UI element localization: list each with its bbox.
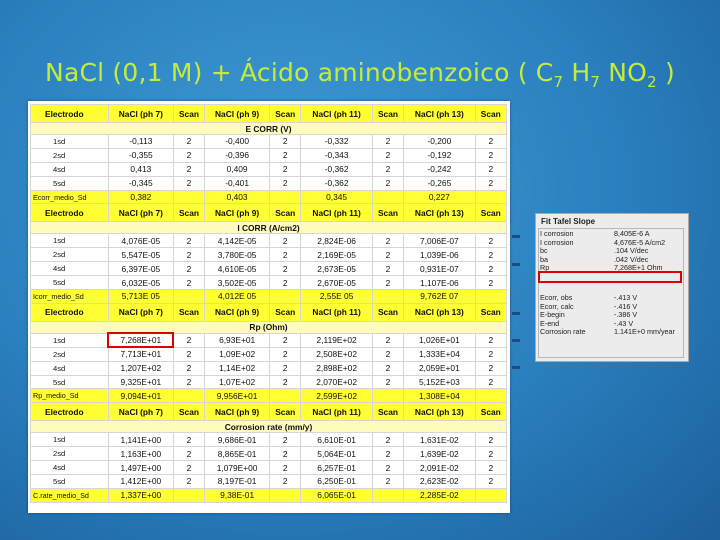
average-cell: 0,382 [108,190,173,204]
table-cell: 5,152E+03 [404,375,475,389]
slide-title: NaCl (0,1 M) + Ácido aminobenzoico ( $C_7$ $H_7$ $NO_2$ ) [45,58,675,91]
table-cell: 1,107E-06 [404,276,475,290]
table-cell: 2,070E+02 [301,375,372,389]
table-cell: 2,059E+01 [404,361,475,375]
average-row [31,290,507,304]
table-cell: 2 [173,248,204,262]
table-cell: 1,14E+02 [205,361,270,375]
table-cell: 2 [173,262,204,276]
electrode-name: 5sd [31,276,109,290]
table-cell: 2 [372,433,403,447]
average-cell [173,389,204,403]
average-cell: 9,38E-01 [205,488,270,502]
column-header: NaCl (ph 9) [205,303,270,321]
average-cell: 1,337E+00 [108,488,173,502]
column-header: Scan [173,403,204,421]
fit-result-value: -.413 V [614,293,638,302]
section-label: Rp (Ohm) [31,321,507,333]
table-cell: 6,93E+01 [205,333,270,347]
table-cell: 2 [270,162,301,176]
average-cell: 2,285E-02 [404,488,475,502]
electrode-name: 1sd [31,135,109,149]
table-cell: 1,631E-02 [404,433,475,447]
table-cell: 2 [475,375,506,389]
column-header: NaCl (ph 11) [301,303,372,321]
side-markers [512,235,526,375]
table-cell: 5,064E-01 [301,447,372,461]
table-cell: 1,333E+04 [404,347,475,361]
table-row [31,148,507,162]
table-cell: 2 [173,347,204,361]
table-cell: 0,409 [205,162,270,176]
rp-highlight-box [538,271,682,283]
fit-result-label: I corrosion [540,229,574,238]
table-cell: 2 [270,135,301,149]
fit-result-label: Ecorr, obs [540,293,573,302]
table-cell: -0,396 [205,148,270,162]
column-header: Scan [475,303,506,321]
table-row [31,447,507,461]
average-label: Icorr_medio_Sd [31,290,109,304]
column-header: Scan [372,303,403,321]
column-header: NaCl (ph 13) [404,204,475,222]
table-cell: 2 [475,347,506,361]
electrode-name: 2sd [31,347,109,361]
average-cell: 0,227 [404,190,475,204]
average-cell [270,389,301,403]
electrode-name: 2sd [31,148,109,162]
column-header: Scan [372,403,403,421]
table-cell: -0,113 [108,135,173,149]
table-cell: 2 [372,135,403,149]
fit-result-value: -.43 V [614,318,634,328]
column-header: NaCl (ph 11) [301,105,372,123]
header-row [31,204,507,222]
column-header: Scan [475,204,506,222]
header-row [31,303,507,321]
table-cell: 2 [270,433,301,447]
highlighted-rp-cell: 7,268E+01 [108,333,173,347]
table-cell: 2 [475,447,506,461]
fit-result-label: bc [540,246,548,256]
table-cell: 8,197E-01 [205,475,270,489]
table-cell: 7,006E-07 [404,234,475,248]
electrode-name: 5sd [31,176,109,190]
table-cell: 1,079E+00 [205,461,270,475]
data-table-image [28,101,510,513]
column-header: NaCl (ph 7) [108,105,173,123]
table-row [31,361,507,375]
fit-result-row [540,311,682,320]
average-label: Rp_medio_Sd [31,389,109,403]
average-cell [372,389,403,403]
electrode-name: 2sd [31,447,109,461]
average-cell [372,190,403,204]
table-cell: 3,502E-05 [205,276,270,290]
average-cell: 1,308E+04 [404,389,475,403]
table-cell: 2 [270,262,301,276]
column-header: Electrodo [31,303,109,321]
table-cell: 2 [475,333,506,347]
table-cell: 2 [173,333,204,347]
table-cell: 2,673E-05 [301,262,372,276]
fit-result-row [540,239,682,248]
table-cell: 2 [475,234,506,248]
table-cell: 2 [173,447,204,461]
table-cell: 2 [475,262,506,276]
column-header: Electrodo [31,204,109,222]
table-cell: 2 [372,447,403,461]
table-cell: 2 [173,375,204,389]
average-cell: 2,599E+02 [301,389,372,403]
table-cell: 2 [475,176,506,190]
table-cell: 4,610E-05 [205,262,270,276]
header-row [31,403,507,421]
fit-result-value: -.386 V [614,310,638,320]
table-cell: 1,497E+00 [108,461,173,475]
average-cell: 9,956E+01 [205,389,270,403]
fit-result-row [540,247,682,256]
table-cell: 6,257E-01 [301,461,372,475]
electrode-name: 1sd [31,333,109,347]
average-cell [475,389,506,403]
table-cell: 2,169E-05 [301,248,372,262]
table-cell: 2 [372,248,403,262]
table-row [31,176,507,190]
average-cell [173,290,204,304]
table-cell: 5,547E-05 [108,248,173,262]
table-cell: 2 [372,475,403,489]
table-cell: -0,192 [404,148,475,162]
table-cell: 2,508E+02 [301,347,372,361]
average-cell: 4,012E 05 [205,290,270,304]
table-cell: 1,07E+02 [205,375,270,389]
fit-result-label: E-end [540,318,560,328]
table-cell: 1,039E-06 [404,248,475,262]
table-cell: -0,200 [404,135,475,149]
table-cell: 9,686E-01 [205,433,270,447]
column-header: Scan [270,105,301,123]
table-cell: 9,325E+01 [108,375,173,389]
column-header: NaCl (ph 7) [108,204,173,222]
table-cell: 2 [475,475,506,489]
table-cell: 2 [475,461,506,475]
table-cell: 2 [475,135,506,149]
electrode-name: 4sd [31,262,109,276]
table-cell: -0,332 [301,135,372,149]
marker [512,235,520,238]
table-row [31,347,507,361]
table-cell: 2 [475,361,506,375]
column-header: Scan [372,105,403,123]
table-cell: 2,670E-05 [301,276,372,290]
table-row [31,276,507,290]
table-cell: 2 [270,234,301,248]
fit-result-value: 1.141E+0 mm/year [614,327,675,337]
table-cell: 2 [475,276,506,290]
table-cell: 2 [372,276,403,290]
table-cell: 2 [270,176,301,190]
table-cell: 1,163E+00 [108,447,173,461]
table-cell: 2 [173,135,204,149]
table-cell: 2 [372,461,403,475]
table-cell: 2 [173,361,204,375]
average-cell: 6,065E-01 [301,488,372,502]
column-header: NaCl (ph 13) [404,303,475,321]
table-cell: 0,931E-07 [404,262,475,276]
table-cell: 2 [270,333,301,347]
fit-result-label: Rp [540,263,550,273]
column-header: Scan [173,204,204,222]
table-cell: 2 [270,148,301,162]
column-header: NaCl (ph 13) [404,403,475,421]
average-cell [270,488,301,502]
section-label-row [31,222,507,234]
table-cell: 2 [173,234,204,248]
column-header: Scan [475,105,506,123]
table-cell: 3,780E-05 [205,248,270,262]
table-cell: 1,207E+02 [108,361,173,375]
table-cell: 2 [372,375,403,389]
table-cell: 4,142E-05 [205,234,270,248]
table-cell: -0,345 [108,176,173,190]
average-label: Ecorr_medio_Sd [31,190,109,204]
section-label: Corrosion rate (mm/y) [31,421,507,433]
table-cell: 2 [475,162,506,176]
table-cell: 6,250E-01 [301,475,372,489]
fit-result-row [540,328,682,337]
average-cell [173,488,204,502]
average-cell [270,190,301,204]
average-cell [173,190,204,204]
table-cell: 2 [270,461,301,475]
table-cell: 2,898E+02 [301,361,372,375]
fit-result-label: Corrosion rate [540,327,586,337]
table-cell: 2 [173,162,204,176]
header-row [31,105,507,123]
table-cell: 1,412E+00 [108,475,173,489]
fit-result-value: -.416 V [614,301,638,311]
table-cell: 6,397E-05 [108,262,173,276]
electrode-name: 4sd [31,461,109,475]
table-cell: 4,076E-05 [108,234,173,248]
column-header: NaCl (ph 7) [108,403,173,421]
electrode-name: 4sd [31,361,109,375]
column-header: NaCl (ph 9) [205,403,270,421]
fit-tafel-slope-panel [535,213,689,362]
table-cell: 0,413 [108,162,173,176]
table-cell: 6,610E-01 [301,433,372,447]
marker [512,312,520,315]
table-cell: 2,091E-02 [404,461,475,475]
table-cell: -0,242 [404,162,475,176]
average-cell: 5,713E 05 [108,290,173,304]
table-cell: 8,865E-01 [205,447,270,461]
table-cell: 2 [173,433,204,447]
fit-result-value: 7,268E+1 Ohm [614,263,663,273]
electrode-name: 1sd [31,234,109,248]
table-cell: 2 [270,347,301,361]
table-cell: 2 [372,262,403,276]
table-cell: 2 [372,361,403,375]
average-cell: 9,094E+01 [108,389,173,403]
table-cell: 2,119E+02 [301,333,372,347]
table-cell: 2 [372,162,403,176]
electrode-name: 5sd [31,475,109,489]
table-row [31,475,507,489]
table-cell: 7,713E+01 [108,347,173,361]
table-cell: -0,355 [108,148,173,162]
electrode-name: 5sd [31,375,109,389]
column-header: Scan [173,105,204,123]
table-cell: 6,032E-05 [108,276,173,290]
column-header: NaCl (ph 7) [108,303,173,321]
table-cell: -0,265 [404,176,475,190]
table-cell: 2 [173,276,204,290]
electrode-name: 1sd [31,433,109,447]
column-header: NaCl (ph 9) [205,105,270,123]
fit-result-label: I corrosion [540,237,574,247]
table-cell: -0,343 [301,148,372,162]
average-row [31,389,507,403]
average-cell: 0,403 [205,190,270,204]
fit-result-value: 8,405E-6 A [614,229,650,238]
marker [512,366,520,369]
average-label: C.rate_medio_Sd [31,488,109,502]
section-label: E CORR (V) [31,123,507,135]
table-row [31,461,507,475]
average-cell [475,190,506,204]
average-cell [475,488,506,502]
table-cell: 2 [372,347,403,361]
table-cell: 2 [270,375,301,389]
table-cell: -0,362 [301,176,372,190]
fit-result-label: Ecorr, calc [540,301,574,311]
table-cell: 2 [372,234,403,248]
table-row [31,333,507,347]
column-header: Electrodo [31,105,109,123]
table-cell: 2 [270,276,301,290]
table-row [31,135,507,149]
table-cell: 2 [173,148,204,162]
average-row [31,190,507,204]
column-header: Scan [475,403,506,421]
column-header: Scan [270,303,301,321]
marker [512,339,520,342]
column-header: Electrodo [31,403,109,421]
section-label-row [31,123,507,135]
section-label-row [31,321,507,333]
column-header: Scan [270,403,301,421]
column-header: NaCl (ph 11) [301,403,372,421]
table-cell: 2 [173,475,204,489]
fit-result-label: ba [540,254,548,264]
table-cell: -0,401 [205,176,270,190]
table-cell: 1,026E+01 [404,333,475,347]
table-cell: 2 [270,361,301,375]
column-header: NaCl (ph 9) [205,204,270,222]
fit-results-group-1 [540,230,682,273]
table-cell: 2 [270,475,301,489]
table-cell: -0,400 [205,135,270,149]
average-row [31,488,507,502]
table-row [31,248,507,262]
table-cell: 2 [270,447,301,461]
average-cell: 2,55E 05 [301,290,372,304]
electrode-name: 2sd [31,248,109,262]
column-header: NaCl (ph 11) [301,204,372,222]
table-cell: 2 [475,433,506,447]
fit-result-value: .104 V/dec [614,246,649,256]
average-cell [372,290,403,304]
column-header: Scan [173,303,204,321]
average-cell [270,290,301,304]
fit-result-value: .042 V/dec [614,254,649,264]
fit-results-group-2 [540,294,682,337]
section-label-row [31,421,507,433]
table-row [31,262,507,276]
fit-result-value: 4,676E-5 A/cm2 [614,237,666,247]
table-cell: 2 [270,248,301,262]
column-header: Scan [372,204,403,222]
table-cell: 2 [372,176,403,190]
table-cell: 1,09E+02 [205,347,270,361]
table-cell: 2 [173,176,204,190]
average-cell: 0,345 [301,190,372,204]
table-cell: 2 [475,148,506,162]
table-cell: 2,623E-02 [404,475,475,489]
column-header: Scan [270,204,301,222]
marker [512,263,520,266]
table-cell: 2 [372,148,403,162]
table-row [31,234,507,248]
column-header: NaCl (ph 13) [404,105,475,123]
table-row [31,375,507,389]
fit-result-label: E-begin [540,310,565,320]
table-cell: 2,824E-06 [301,234,372,248]
table-cell: 1,141E+00 [108,433,173,447]
table-cell: 2 [173,461,204,475]
table-cell: 2 [372,333,403,347]
table-cell: -0,362 [301,162,372,176]
section-label: I CORR (A/cm2) [31,222,507,234]
table-cell: 1,639E-02 [404,447,475,461]
table-row [31,433,507,447]
electrode-name: 4sd [31,162,109,176]
corrosion-table [30,104,507,503]
average-cell [475,290,506,304]
average-cell: 9,762E 07 [404,290,475,304]
average-cell [372,488,403,502]
fit-panel-title: Fit Tafel Slope [541,217,596,226]
table-row [31,162,507,176]
table-cell: 2 [475,248,506,262]
